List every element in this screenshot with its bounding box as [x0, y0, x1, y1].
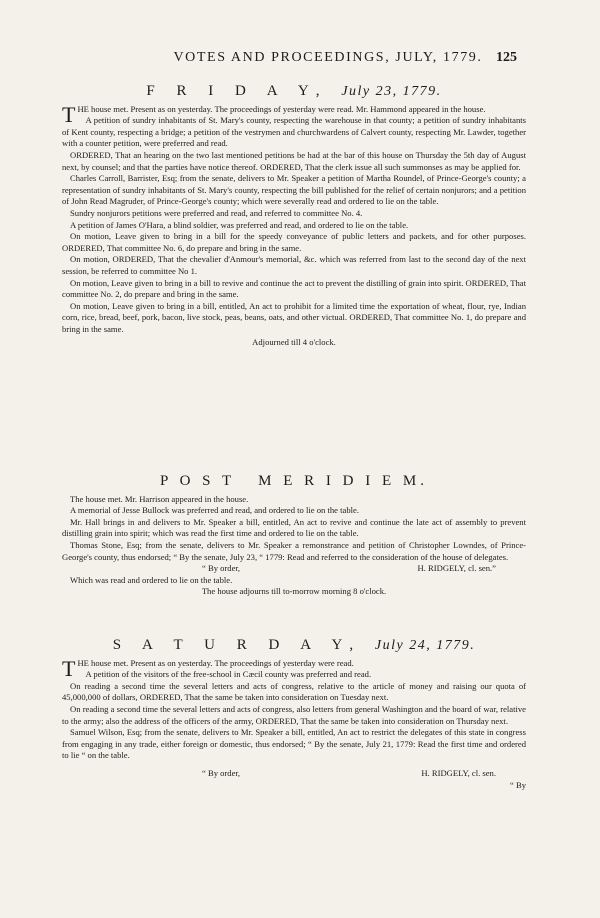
- saturday-para-2: On reading a second time the several letters and acts of congress, relative to the article of money and raising our quota of 45,000,000 of dollars, ORDERED, That the same be taken into consideration on Tuesday next.: [62, 680, 526, 703]
- page-number: 125: [496, 50, 517, 65]
- saturday-para-3: On reading a second time the several letters and acts of congress, also letters from general Washington and the board of war, relative to the army; also the address of the officers of the army, ORDERED, That the same be taken into consideration on Thursday next.: [62, 703, 526, 726]
- running-head: VOTES AND PROCEEDINGS, JULY, 1779.: [173, 50, 483, 65]
- drop-cap: T: [62, 655, 76, 681]
- catchword: “ By: [510, 779, 526, 790]
- friday-heading: [62, 83, 526, 99]
- friday-para-0: THE house met. Present as on yesterday. The proceedings of yesterday were read. Mr. Hammond appeared in the house.: [62, 101, 486, 127]
- saturday-day: S A T U R D A Y,: [112, 637, 363, 653]
- friday-para-8: On motion, Leave given to bring in a bill to revive and continue the act to prevent the distilling of grain into spirit. ORDERED, That committee No. 2, do prepare and bring in the same.: [62, 277, 526, 300]
- saturday-date: July 24, 1779.: [374, 638, 476, 653]
- post-para-0: The house met. Mr. Harrison appeared in the house.: [70, 493, 249, 504]
- saturday-para-4: Samuel Wilson, Esq; from the senate, delivers to Mr. Speaker a bill, entitled, An act to restrict the delegates of this state in congress from engaging in any trade, either foreign or domestic, thus endorsed; “ By the senate, July 21, 1779: Read the first time and ordered to lie “ on the table.: [62, 727, 526, 761]
- saturday-heading: [62, 637, 526, 653]
- saturday-section: [62, 637, 526, 791]
- friday-adjourn: Adjourned till 4 o'clock.: [252, 337, 336, 348]
- friday-section: [62, 83, 526, 349]
- post-para-3: Thomas Stone, Esq; from the senate, delivers to Mr. Speaker a remonstrance and petition of Christopher Lowndes, of Prince-George's county, thus endorsed; “ By the senate, July 23, “ 1779: Read and referred to the consideration of the house of delegates.: [62, 539, 526, 562]
- friday-day: F R I D A Y,: [146, 83, 329, 99]
- saturday-para-0: THE house met. Present as on yesterday. The proceedings of yesterday were read.: [62, 655, 354, 681]
- friday-para-7: On motion, ORDERED, That the chevalier d'Anmour's memorial, &c. which was referred from last to the second day of the next session, be referred to committee No 1.: [62, 254, 526, 276]
- post-para-2: Mr. Hall brings in and delivers to Mr. Speaker a bill, entitled, An act to revive and continue the late act of assembly to prevent distilling grain into spirit; which was read the first time and ordered to lie on the table.: [62, 516, 526, 539]
- post-heading: P O S T M E R I D I E M.: [160, 473, 428, 489]
- post-sig-left: “ By order,: [202, 563, 241, 574]
- post-signature: [62, 563, 526, 575]
- post-after-sig: Which was read and ordered to lie on the table.: [70, 574, 233, 585]
- friday-para-6: On motion, Leave given to bring in a bill for the speedy conveyance of public letters and packets, and for other purposes. ORDERED, That committee No. 6, do prepare and bring in the same.: [62, 231, 526, 253]
- friday-para-2: ORDERED, That an hearing on the two last mentioned petitions be had at the bar of this house on Thursday the 5th day of August next, by counsel; and that the parties have notice thereof. ORDERED, That the clerk issue all such summonses as may be applied for.: [62, 149, 526, 172]
- friday-para-5: A petition of James O'Hara, a blind soldier, was preferred and read, and ordered to lie on the table.: [70, 219, 409, 230]
- friday-date: July 23, 1779.: [341, 84, 442, 99]
- saturday-signature: [62, 768, 526, 780]
- friday-para-1: A petition of sundry inhabitants of St. Mary's county, respecting the warehouse in that county; a petition of sundry inhabitants of Kent county, respecting a bridge; a petition of the vestrymen and churchwardens of Calvert county, respecting Mr. Lawder, together with a counter petition, were preferred and read.: [62, 115, 526, 149]
- drop-cap: T: [62, 101, 76, 127]
- post-para-1: A memorial of Jesse Bullock was preferred and read, and ordered to lie on the table.: [70, 505, 359, 516]
- post-sig-right: H. RIDGELY, cl. sen.”: [417, 563, 496, 574]
- friday-para-9: On motion, Leave given to bring in a bill, entitled, An act to prohibit for a limited time the exportation of wheat, flour, rye, Indian corn, rice, bread, beef, pork, bacon, live stock, peas, beans, oats, and other victual. ORDERED, That committee No. 1, do prepare and bring in the same.: [62, 300, 526, 334]
- post-section: [62, 473, 526, 598]
- friday-para-4: Sundry nonjurors petitions were preferred and read, and referred to committee No. 4.: [70, 207, 363, 218]
- friday-para-3: Charles Carroll, Barrister, Esq; from the senate, delivers to Mr. Speaker a petition of Martha Roundel, of Prince-George's county; a representation of sundry inhabitants of St. Mary's county, respecting the bill published for the relief of certain nonjurors; and a petition of John Read Magruder, of Prince-George's county; which were severally read and ordered to lie on the table.: [62, 173, 526, 207]
- saturday-sig-right: H. RIDGELY, cl. sen.: [421, 767, 496, 778]
- post-adjourn: The house adjourns till to-morrow morning 8 o'clock.: [201, 586, 387, 597]
- saturday-sig-left: “ By order,: [202, 767, 241, 778]
- saturday-para-1: A petition of the visitors of the free-school in Cæcil county was preferred and read.: [85, 669, 372, 680]
